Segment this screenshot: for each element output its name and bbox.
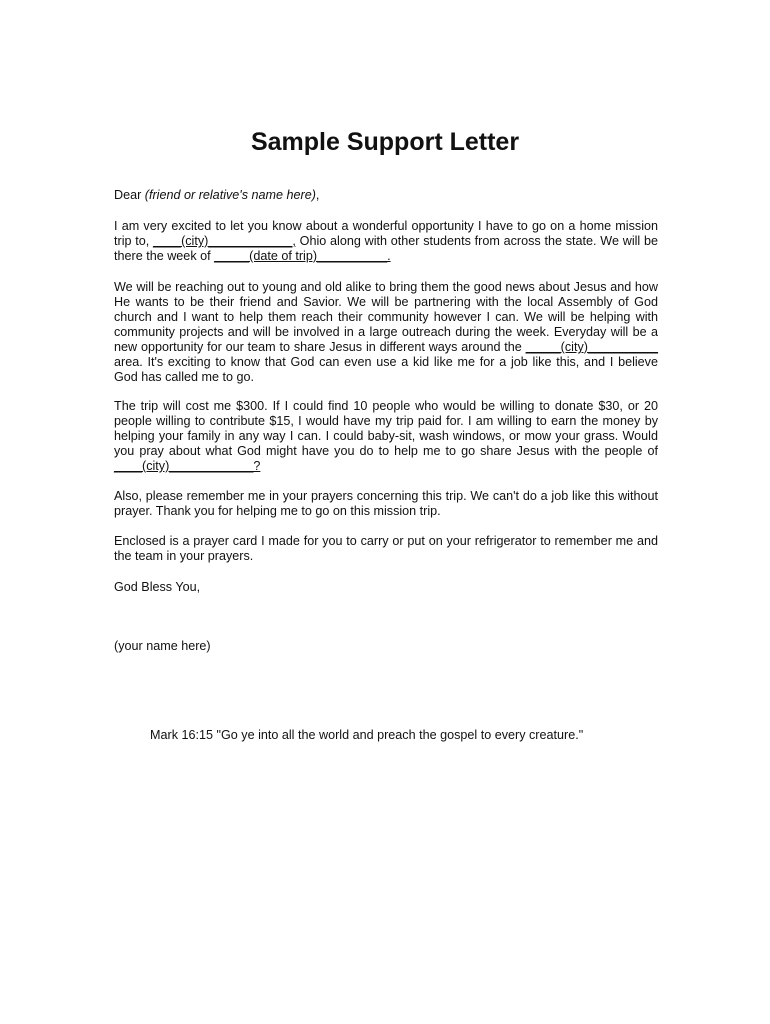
- paragraph-prayers: Also, please remember me in your prayers concerning this trip. We can't do a job like this without prayer. Thank you for helping me to go on this mission trip.: [114, 489, 658, 518]
- paragraph-prayer-card: Enclosed is a prayer card I made for you to carry or put on your refrigerator to remember me and the team in your prayers.: [114, 534, 658, 563]
- signature-placeholder: (your name here): [114, 639, 211, 653]
- city-blank-3: ____(city)____________?: [114, 459, 261, 473]
- paragraph-cost: [114, 399, 658, 474]
- paragraph-intro: [114, 219, 658, 264]
- paragraph-intro-text-b: Ohio along with other students from across the state. We will be there the week of: [114, 234, 658, 263]
- date-of-trip-blank: _____(date of trip)__________.: [214, 249, 391, 263]
- salutation-prefix: Dear: [114, 188, 145, 202]
- city-blank-1: ____(city)____________,: [153, 234, 296, 248]
- paragraph-cost-text-a: The trip will cost me $300. If I could find 10 people who would be willing to donate $30, or 20 people willing to contribute $15, I would have my trip paid for. I am willing to earn the money by helping your family in any way I can. I could baby-sit, wash windows, or mow your grass. Would you pray about what God might have you do to help me to go share Jesus with the people of: [114, 399, 658, 458]
- recipient-name-placeholder: (friend or relative's name here): [144, 188, 316, 202]
- salutation-suffix: ,: [315, 188, 320, 202]
- page-title: Sample Support Letter: [250, 128, 520, 156]
- scripture-verse: Mark 16:15 "Go ye into all the world and preach the gospel to every creature.": [150, 728, 584, 742]
- salutation: [114, 188, 658, 203]
- paragraph-outreach-text-b: area. It's exciting to know that God can even use a kid like me for a job like this, and I believe God has called me to go.: [114, 355, 658, 384]
- paragraph-intro-text-a: I am very excited to let you know about a wonderful opportunity I have to go on a home mission trip to,: [114, 219, 658, 248]
- paragraph-outreach-text-a: We will be reaching out to young and old alike to bring them the good news about Jesus and how He wants to be their friend and Savior. We will be partnering with the local Assembly of God church and I want to help them reach their community however I can. We will be helping with community projects and will be involved in a large outreach during the week. Everyday will be a new opportunity for our team to share Jesus in different ways around the: [114, 280, 658, 354]
- closing: God Bless You,: [114, 580, 201, 594]
- paragraph-outreach: [114, 280, 658, 385]
- city-blank-2: _____(city)__________: [525, 340, 658, 354]
